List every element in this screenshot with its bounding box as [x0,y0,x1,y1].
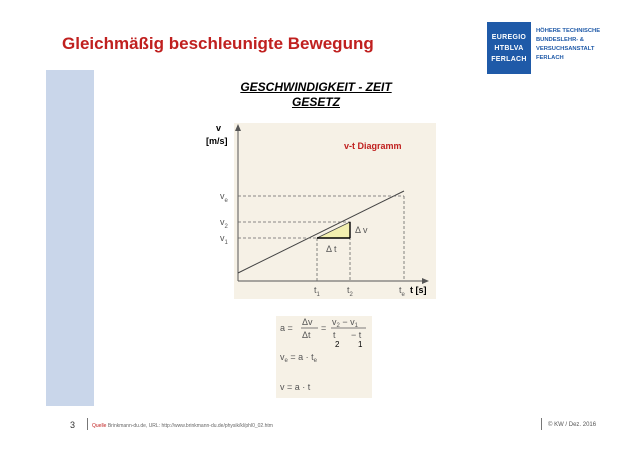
school-logo [487,22,607,74]
formula-line3: v = a · t [280,382,311,392]
logo-text-line: VERSUCHSANSTALT [536,46,595,52]
logo-box [487,22,531,74]
source-text[interactable]: Brinkmann-du.de, URL: http://www.brinkmann-du.de/physik/kl/phl0_02.htm [106,423,273,429]
logo-text-line: FERLACH [536,55,564,61]
tick-v1: $v_1$ [220,233,228,246]
y-axis-label-unit: [m/s] [206,136,228,146]
subtitle-line-1: GESCHWINDIGKEIT - ZEIT [240,80,392,94]
formula-dv: Δv [302,317,313,327]
slide-title: Gleichmäßig beschleunigte Bewegung [62,34,374,53]
formula-box [276,316,372,398]
source-citation [92,423,273,429]
formula-svg [276,316,372,398]
logo-box-line: EUREGIO [491,33,527,41]
tick-te: $t_e$ [399,285,405,298]
formula-den: t − t [333,330,362,340]
subtitle-line-2: GESETZ [291,95,340,109]
formula-num: $v_2 - v_1$ [332,317,358,329]
vt-diagram [204,121,436,299]
formula-dt: Δt [302,330,311,340]
formula-a: a = [280,323,293,333]
left-accent-band [46,70,94,406]
copyright: © KW / Dez. 2016 [548,422,597,428]
page-number: 3 [70,420,76,430]
slide-subtitle [216,80,416,110]
formula-den-sub-b: 1 [358,340,363,349]
logo-box-line: FERLACH [491,55,527,63]
formula-line2: $v_e = a \cdot t_e$ [280,352,317,364]
tick-t2: $t_2$ [347,285,353,298]
y-axis-label-v: v [216,123,222,133]
footer-divider [87,418,88,430]
formula-eq: = [321,323,327,333]
tick-v2: $v_2$ [220,217,228,230]
diagram-title: v-t Diagramm [344,141,402,151]
diagram-background [234,123,436,299]
delta-v-label: Δ v [355,225,368,235]
formula-den-sub-a: 2 [335,340,340,349]
x-axis-label: t [s] [410,285,427,295]
delta-t-label: Δ t [326,244,337,254]
vt-diagram-svg [204,121,436,299]
source-label: Quelle [92,423,107,429]
tick-t1: $t_1$ [314,285,320,298]
tick-ve: $v_e$ [220,191,228,204]
logo-box-line: HTBLVA [494,44,524,52]
logo-text-line: HÖHERE TECHNISCHE [536,28,601,34]
logo-text [536,27,608,63]
logo-text-line: BUNDESLEHR- & [536,37,584,43]
footer-divider-right [541,418,542,430]
